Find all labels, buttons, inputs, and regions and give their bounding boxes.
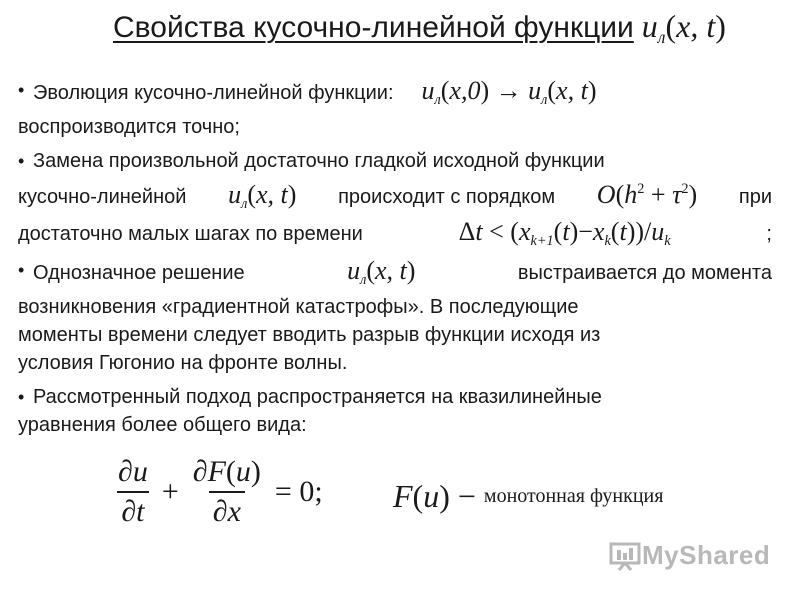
replacement-formula-u: $u_л(x$, t) bbox=[228, 180, 297, 212]
slide-title bbox=[113, 8, 726, 48]
bullet-evolution bbox=[18, 77, 772, 142]
replacement-mid: происходит с порядком bbox=[338, 186, 556, 208]
watermark-logo bbox=[608, 540, 770, 571]
bullet-evolution-text: • Эволюция кусочно-линейной функции: bbox=[33, 82, 394, 104]
order-formula: $O(h^2 + \tau^2)$ bbox=[596, 180, 698, 209]
approach-line2: уравнения более общего вида: bbox=[18, 414, 307, 436]
evolution-formula: $u_л(x,0) \to u_л(x$, t) bbox=[421, 76, 597, 108]
solution-line3: моменты времени следует вводить разрыв функции исходя из bbox=[18, 324, 601, 346]
replacement-pre: кусочно-линейной bbox=[18, 186, 187, 208]
solution-line4: условия Гюгонио на фронте волны. bbox=[18, 352, 348, 374]
F-of-u: F(u) − bbox=[393, 478, 476, 514]
monotone-label: монотонная функция bbox=[483, 485, 664, 507]
solution-post: выстраивается до момента bbox=[517, 262, 772, 284]
bullet-solution bbox=[18, 257, 772, 378]
replacement-line1: • Замена произвольной достаточно гладкой исходной функции bbox=[33, 150, 605, 172]
replacement-post: при bbox=[738, 186, 772, 208]
dF-dx-fraction: $\frac{\partial F(u)}{\partial x}$ bbox=[192, 455, 261, 528]
bullet-approach bbox=[18, 384, 772, 440]
solution-formula: $u_л(x$, t) bbox=[347, 256, 416, 288]
quasilinear-equation bbox=[110, 455, 329, 529]
equals-zero: = 0; bbox=[274, 475, 323, 508]
monotone-note bbox=[393, 478, 663, 515]
bullet-replacement bbox=[18, 148, 772, 255]
title-text: Свойства кусочно-линейной функции bbox=[113, 11, 634, 44]
replacement-line3: достаточно малых шагах по времени bbox=[18, 223, 363, 245]
du-dt-fraction: $\frac{\partial u}{\partial t}$ bbox=[118, 455, 148, 528]
bullet-list bbox=[18, 77, 772, 440]
timestep-formula: $\Delta t < (x_{k+1}(t)-x_k(t))/u_k$ bbox=[458, 217, 671, 249]
logo-text: MyShared bbox=[642, 540, 771, 570]
solution-pre: • Однозначное решение bbox=[33, 262, 245, 284]
approach-line1: • Рассмотренный подход распространяется на квазилинейные bbox=[33, 386, 602, 408]
plus-sign: + bbox=[161, 475, 179, 508]
presentation-board-icon bbox=[608, 541, 642, 571]
solution-line2: возникновения «градиентной катастрофы». В последующие bbox=[18, 296, 579, 318]
title-formula: $u_л(x$, t) bbox=[641, 8, 726, 48]
replacement-end: ; bbox=[766, 223, 772, 245]
bullet-evolution-cont: воспроизводится точно; bbox=[18, 116, 240, 138]
